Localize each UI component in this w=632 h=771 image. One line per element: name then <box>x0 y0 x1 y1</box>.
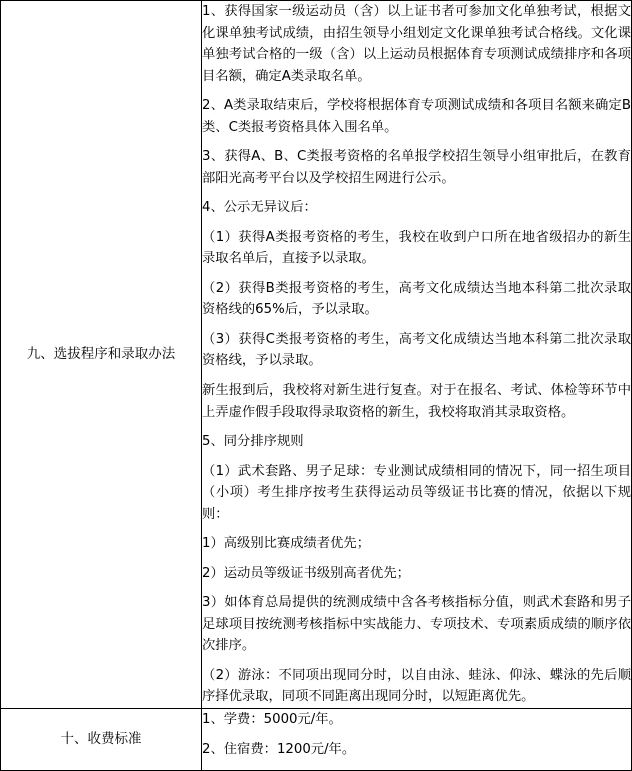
row-content-fee-standard <box>202 708 632 770</box>
row-label-text: 九、选拔程序和录取办法 <box>26 345 176 362</box>
paragraph: （3）获得C类报考资格的考生，高考文化成绩达当地本科第二批次录取资格线，予以录取。 <box>202 331 631 369</box>
paragraph: （1）武术套路、男子足球：专业测试成绩相同的情况下，同一招生项目（小项）考生排序按考生获得运动员等级证书比赛的情况，依据以下规则： <box>202 463 631 522</box>
row-label-text: 十、收费标准 <box>60 730 142 747</box>
paragraph: （2）游泳：不同项出现同分时，以自由泳、蛙泳、仰泳、蝶泳的先后顺序择优录取，同项不同距离出现同分时，以短距离优先。 <box>202 667 631 705</box>
row-content-selection-procedure <box>202 1 632 709</box>
paragraph: 3、获得A、B、C类报考资格的名单报学校招生领导小组审批后，在教育部阳光高考平台以及学校招生网进行公示。 <box>202 149 631 186</box>
paragraph: 1、获得国家一级运动员（含）以上证书者可参加文化单独考试，根据文化课单独考试成绩，由招生领导小组划定文化课单独考试合格线。文化课单独考试合格的一级（含）以上运动员根据体育专项测试成绩排序和各项目名额，确定A类录取名单。 <box>202 4 631 84</box>
paragraph: （2）获得B类报考资格的考生，高考文化成绩达当地本科第二批次录取资格线的65%后，予以录取。 <box>202 280 631 318</box>
table-row <box>1 708 632 770</box>
table-row <box>1 1 632 709</box>
row-label-selection-procedure <box>1 1 202 709</box>
paragraph: （1）获得A类报考资格的考生，我校在收到户口所在地省级招办的新生录取名单后，直接予以录取。 <box>202 229 631 267</box>
paragraph: 1、学费：5000元/年。 <box>202 711 342 727</box>
paragraph: 新生报到后，我校将对新生进行复查。对于在报名、考试、体检等环节中上弄虚作假手段取得录取资格的新生，我校将取消其录取资格。 <box>202 382 631 420</box>
paragraph: 2、住宿费：1200元/年。 <box>202 742 356 758</box>
paragraph: 4、公示无异议后： <box>202 200 317 216</box>
row-label-fee-standard <box>1 708 202 770</box>
paragraph: 3）如体育总局提供的统测成绩中含各考核指标分值，则武术套路和男子足球项目按统测考核指标中实战能力、专项技术、专项素质成绩的顺序依次排序。 <box>202 595 631 654</box>
paragraph: 2、A类录取结束后，学校将根据体育专项测试成绩和各项目名额来确定B类、C类报考资格具体入围名单。 <box>202 98 631 135</box>
paragraph: 1）高级别比赛成绩者优先； <box>202 536 371 552</box>
paragraph: 5、同分排序规则 <box>202 434 304 450</box>
paragraph: 2）运动员等级证书级别高者优先； <box>202 565 410 581</box>
